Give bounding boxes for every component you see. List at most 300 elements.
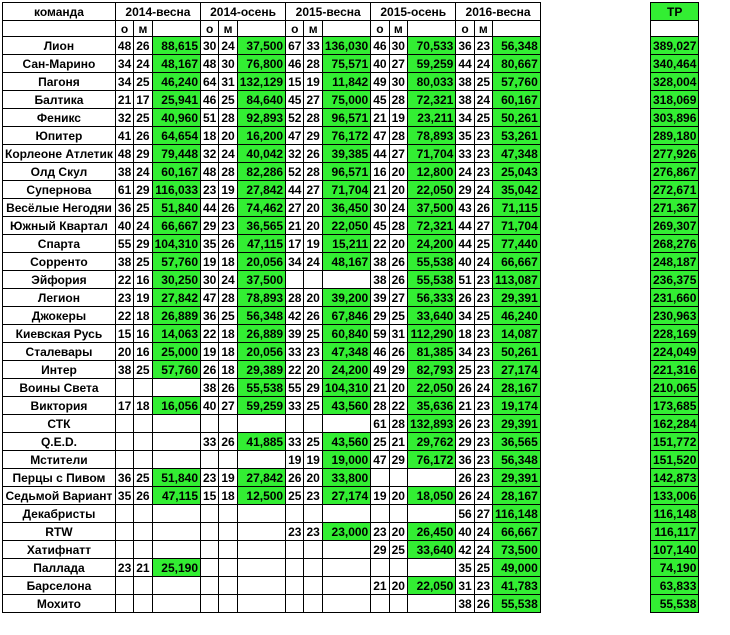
o-cell: 29 — [456, 181, 474, 199]
m-cell: 24 — [219, 37, 237, 55]
o-cell: 36 — [456, 451, 474, 469]
m-cell: 28 — [304, 163, 322, 181]
points-cell: 104,310 — [322, 379, 370, 397]
m-cell: 23 — [474, 433, 492, 451]
o-cell: 42 — [286, 307, 304, 325]
points-cell: 16,200 — [237, 127, 285, 145]
o-cell: 33 — [286, 397, 304, 415]
points-cell: 26,889 — [237, 325, 285, 343]
o-cell: 38 — [115, 361, 133, 379]
points-cell: 57,760 — [493, 73, 541, 91]
o-cell: 32 — [286, 145, 304, 163]
points-cell: 47,348 — [322, 343, 370, 361]
points-cell — [237, 541, 285, 559]
o-cell: 44 — [456, 217, 474, 235]
table-row — [3, 559, 541, 577]
m-cell: 26 — [474, 595, 492, 613]
m-cell: 25 — [474, 307, 492, 325]
m-cell — [134, 415, 152, 433]
o-cell: 23 — [371, 523, 389, 541]
o-cell: 55 — [286, 379, 304, 397]
table-row — [3, 181, 541, 199]
m-cell: 28 — [389, 127, 407, 145]
table-row — [3, 451, 541, 469]
table-row — [3, 415, 541, 433]
m-cell: 25 — [474, 235, 492, 253]
m-cell — [134, 523, 152, 541]
points-cell: 57,760 — [152, 361, 200, 379]
subheader-row — [3, 21, 541, 37]
m-cell: 25 — [219, 91, 237, 109]
tp-value: 224,049 — [651, 343, 699, 361]
blank-cell — [237, 21, 285, 37]
team-name: Перцы с Пивом — [3, 469, 116, 487]
team-name: RTW — [3, 523, 116, 541]
m-cell: 20 — [304, 217, 322, 235]
points-cell: 112,290 — [407, 325, 455, 343]
points-cell: 29,389 — [237, 361, 285, 379]
m-cell — [219, 415, 237, 433]
team-name: Мохито — [3, 595, 116, 613]
m-cell: 24 — [474, 541, 492, 559]
o-cell — [201, 559, 219, 577]
tp-value: 272,671 — [651, 181, 699, 199]
o-cell: 55 — [115, 235, 133, 253]
points-cell: 72,321 — [407, 217, 455, 235]
points-cell: 113,087 — [493, 271, 541, 289]
m-cell: 24 — [134, 163, 152, 181]
o-cell: 30 — [201, 37, 219, 55]
m-cell: 29 — [134, 145, 152, 163]
tp-row — [651, 397, 699, 415]
m-cell: 24 — [474, 55, 492, 73]
o-cell: 19 — [201, 253, 219, 271]
m-cell: 28 — [304, 55, 322, 73]
o-cell — [286, 595, 304, 613]
o-cell: 18 — [201, 127, 219, 145]
team-name: Лион — [3, 37, 116, 55]
o-cell: 36 — [201, 307, 219, 325]
points-cell — [322, 541, 370, 559]
points-cell: 55,538 — [407, 271, 455, 289]
o-cell — [115, 433, 133, 451]
m-cell: 25 — [134, 73, 152, 91]
o-cell: 49 — [371, 361, 389, 379]
m-cell: 23 — [219, 217, 237, 235]
m-cell: 24 — [134, 217, 152, 235]
m-cell: 27 — [474, 505, 492, 523]
m-cell: 26 — [219, 199, 237, 217]
m-cell: 27 — [474, 217, 492, 235]
team-name: Киевская Русь — [3, 325, 116, 343]
points-cell: 23,000 — [322, 523, 370, 541]
points-cell: 20,056 — [237, 343, 285, 361]
points-cell: 60,167 — [493, 91, 541, 109]
o-cell: 46 — [371, 343, 389, 361]
tp-value: 116,148 — [651, 505, 699, 523]
team-name: Мстители — [3, 451, 116, 469]
m-cell: 20 — [304, 361, 322, 379]
m-cell: 23 — [304, 523, 322, 541]
o-cell — [201, 541, 219, 559]
o-cell: 56 — [456, 505, 474, 523]
points-cell: 36,565 — [493, 433, 541, 451]
m-cell: 27 — [219, 397, 237, 415]
m-cell — [304, 415, 322, 433]
o-cell: 22 — [115, 271, 133, 289]
o-cell: 33 — [456, 145, 474, 163]
m-cell — [219, 523, 237, 541]
tp-row — [651, 91, 699, 109]
o-cell: 19 — [286, 451, 304, 469]
o-cell: 30 — [371, 199, 389, 217]
points-cell: 23,211 — [407, 109, 455, 127]
points-cell: 35,636 — [407, 397, 455, 415]
blank-cell — [493, 21, 541, 37]
o-cell: 20 — [115, 343, 133, 361]
o-cell: 26 — [201, 361, 219, 379]
o-cell: 34 — [286, 253, 304, 271]
tp-value: 107,140 — [651, 541, 699, 559]
m-cell: 26 — [134, 127, 152, 145]
o-cell: 34 — [456, 343, 474, 361]
m-cell: 23 — [474, 37, 492, 55]
o-cell: 40 — [456, 253, 474, 271]
m-header: м — [134, 21, 152, 37]
tp-row — [651, 181, 699, 199]
o-cell: 44 — [456, 55, 474, 73]
m-cell: 24 — [389, 199, 407, 217]
points-cell — [152, 541, 200, 559]
tp-value: 318,069 — [651, 91, 699, 109]
m-cell: 23 — [474, 451, 492, 469]
o-cell: 23 — [201, 469, 219, 487]
points-cell: 40,960 — [152, 109, 200, 127]
team-name: Виктория — [3, 397, 116, 415]
m-cell: 30 — [389, 37, 407, 55]
m-cell: 23 — [474, 325, 492, 343]
o-cell: 19 — [201, 343, 219, 361]
o-cell: 40 — [371, 55, 389, 73]
points-cell: 50,261 — [493, 109, 541, 127]
o-cell: 29 — [371, 541, 389, 559]
o-cell — [286, 271, 304, 289]
tp-row — [651, 325, 699, 343]
m-cell: 25 — [134, 469, 152, 487]
points-cell: 39,385 — [322, 145, 370, 163]
m-header: м — [389, 21, 407, 37]
m-cell: 26 — [304, 307, 322, 325]
o-cell — [371, 505, 389, 523]
table-row — [3, 199, 541, 217]
o-cell: 28 — [371, 397, 389, 415]
season-header: 2014-весна — [115, 3, 200, 21]
tp-row — [651, 505, 699, 523]
table-row — [3, 91, 541, 109]
points-cell — [237, 577, 285, 595]
points-cell: 71,704 — [322, 181, 370, 199]
o-cell: 48 — [201, 163, 219, 181]
o-cell: 39 — [286, 325, 304, 343]
tp-row — [651, 73, 699, 91]
m-cell — [219, 451, 237, 469]
o-cell — [201, 415, 219, 433]
o-cell: 26 — [286, 469, 304, 487]
o-cell: 51 — [201, 109, 219, 127]
points-cell: 71,704 — [493, 217, 541, 235]
points-cell: 96,571 — [322, 163, 370, 181]
o-cell: 38 — [115, 163, 133, 181]
points-cell: 56,333 — [407, 289, 455, 307]
o-cell: 28 — [286, 289, 304, 307]
tp-row — [651, 235, 699, 253]
o-cell: 23 — [115, 289, 133, 307]
points-cell — [152, 577, 200, 595]
m-cell — [389, 469, 407, 487]
points-cell: 25,000 — [152, 343, 200, 361]
m-cell: 30 — [219, 55, 237, 73]
points-cell: 29,391 — [493, 289, 541, 307]
m-cell: 28 — [389, 217, 407, 235]
tp-row — [651, 433, 699, 451]
points-cell — [237, 523, 285, 541]
season-header: 2016-весна — [456, 3, 540, 21]
points-cell: 56,348 — [493, 37, 541, 55]
m-cell: 25 — [474, 73, 492, 91]
tp-value: 133,006 — [651, 487, 699, 505]
m-cell: 20 — [389, 181, 407, 199]
points-cell — [407, 469, 455, 487]
tp-value: 328,004 — [651, 73, 699, 91]
points-cell: 84,640 — [237, 91, 285, 109]
points-cell: 60,840 — [322, 325, 370, 343]
tp-value: 210,065 — [651, 379, 699, 397]
m-cell: 30 — [389, 73, 407, 91]
points-cell — [237, 595, 285, 613]
m-cell: 16 — [134, 325, 152, 343]
o-cell: 15 — [115, 325, 133, 343]
points-cell: 28,167 — [493, 379, 541, 397]
m-header: м — [219, 21, 237, 37]
tp-value: 162,284 — [651, 415, 699, 433]
tp-row — [651, 469, 699, 487]
points-cell: 67,846 — [322, 307, 370, 325]
o-cell — [115, 451, 133, 469]
season-header: 2014-осень — [201, 3, 286, 21]
team-name: Седьмой Вариант — [3, 487, 116, 505]
points-cell: 26,889 — [152, 307, 200, 325]
o-cell — [115, 505, 133, 523]
points-cell — [322, 559, 370, 577]
team-name: Сорренто — [3, 253, 116, 271]
season-header: 2015-осень — [371, 3, 456, 21]
m-header: м — [474, 21, 492, 37]
m-cell: 26 — [134, 487, 152, 505]
points-cell: 48,167 — [322, 253, 370, 271]
points-cell — [152, 505, 200, 523]
points-cell: 27,174 — [322, 487, 370, 505]
points-cell — [237, 559, 285, 577]
m-cell: 26 — [389, 343, 407, 361]
o-cell: 21 — [371, 181, 389, 199]
m-cell: 25 — [389, 541, 407, 559]
points-cell: 72,321 — [407, 91, 455, 109]
o-cell: 26 — [456, 379, 474, 397]
o-cell: 40 — [201, 397, 219, 415]
m-cell: 19 — [304, 451, 322, 469]
tp-value: 289,180 — [651, 127, 699, 145]
tp-value: 269,307 — [651, 217, 699, 235]
tp-value: 303,896 — [651, 109, 699, 127]
points-cell: 51,840 — [152, 199, 200, 217]
points-cell: 56,348 — [237, 307, 285, 325]
points-cell — [237, 451, 285, 469]
o-cell: 30 — [201, 271, 219, 289]
o-cell: 22 — [115, 307, 133, 325]
points-cell: 59,259 — [407, 55, 455, 73]
tp-value: 268,276 — [651, 235, 699, 253]
points-cell: 24,200 — [322, 361, 370, 379]
m-cell: 27 — [389, 289, 407, 307]
points-cell: 26,450 — [407, 523, 455, 541]
o-cell: 45 — [371, 91, 389, 109]
tp-row — [651, 451, 699, 469]
points-cell: 27,174 — [493, 361, 541, 379]
points-cell — [322, 415, 370, 433]
team-name: Корлеоне Атлетик — [3, 145, 116, 163]
o-cell: 23 — [201, 181, 219, 199]
m-cell: 18 — [219, 325, 237, 343]
points-cell: 14,087 — [493, 325, 541, 343]
table-row — [3, 289, 541, 307]
points-cell: 22,050 — [407, 379, 455, 397]
m-cell: 20 — [389, 487, 407, 505]
table-row — [3, 595, 541, 613]
points-cell: 96,571 — [322, 109, 370, 127]
points-cell: 78,893 — [237, 289, 285, 307]
m-cell — [304, 595, 322, 613]
points-cell: 47,348 — [493, 145, 541, 163]
m-cell: 27 — [389, 145, 407, 163]
table-row — [3, 127, 541, 145]
team-name: Феникс — [3, 109, 116, 127]
table-row — [3, 217, 541, 235]
m-cell: 24 — [134, 55, 152, 73]
table-row — [3, 541, 541, 559]
points-cell: 75,000 — [322, 91, 370, 109]
m-cell: 23 — [304, 343, 322, 361]
o-cell: 49 — [371, 73, 389, 91]
o-cell — [286, 415, 304, 433]
o-cell: 21 — [286, 217, 304, 235]
o-cell — [115, 379, 133, 397]
o-cell: 40 — [115, 217, 133, 235]
points-cell: 33,640 — [407, 541, 455, 559]
points-cell: 70,533 — [407, 37, 455, 55]
points-cell: 56,348 — [493, 451, 541, 469]
o-cell: 38 — [371, 253, 389, 271]
team-name: Спарта — [3, 235, 116, 253]
m-cell: 19 — [389, 109, 407, 127]
o-cell: 32 — [201, 145, 219, 163]
points-cell: 57,760 — [152, 253, 200, 271]
o-cell: 22 — [201, 325, 219, 343]
points-cell: 73,500 — [493, 541, 541, 559]
m-cell: 29 — [134, 235, 152, 253]
table-row — [3, 343, 541, 361]
tp-row — [651, 577, 699, 595]
points-cell: 59,259 — [237, 397, 285, 415]
o-cell: 51 — [456, 271, 474, 289]
tp-value: 116,117 — [651, 523, 699, 541]
m-cell: 28 — [219, 289, 237, 307]
points-cell: 28,167 — [493, 487, 541, 505]
m-cell: 28 — [389, 91, 407, 109]
table-row — [3, 73, 541, 91]
o-cell: 36 — [115, 199, 133, 217]
m-cell: 23 — [474, 397, 492, 415]
points-cell: 18,050 — [407, 487, 455, 505]
points-cell: 50,261 — [493, 343, 541, 361]
m-cell: 18 — [134, 397, 152, 415]
o-cell: 61 — [371, 415, 389, 433]
o-cell: 47 — [201, 289, 219, 307]
o-header: о — [371, 21, 389, 37]
m-cell: 23 — [304, 487, 322, 505]
m-cell: 25 — [134, 253, 152, 271]
points-cell: 53,261 — [493, 127, 541, 145]
o-cell: 43 — [456, 199, 474, 217]
o-cell: 35 — [115, 487, 133, 505]
o-cell — [371, 469, 389, 487]
points-cell: 66,667 — [493, 523, 541, 541]
m-cell — [219, 577, 237, 595]
m-cell: 25 — [134, 361, 152, 379]
m-cell: 29 — [389, 361, 407, 379]
team-name: Паллада — [3, 559, 116, 577]
m-cell: 23 — [474, 415, 492, 433]
team-name: Сан-Марино — [3, 55, 116, 73]
o-cell: 35 — [456, 559, 474, 577]
m-cell — [134, 433, 152, 451]
table-row — [3, 145, 541, 163]
points-cell: 19,174 — [493, 397, 541, 415]
m-cell: 27 — [304, 181, 322, 199]
o-cell: 21 — [371, 109, 389, 127]
table-row — [3, 271, 541, 289]
points-cell: 33,800 — [322, 469, 370, 487]
tp-row — [651, 109, 699, 127]
o-cell: 38 — [456, 595, 474, 613]
team-name: Олд Скул — [3, 163, 116, 181]
tp-row — [651, 361, 699, 379]
o-cell: 38 — [201, 379, 219, 397]
table-row — [3, 325, 541, 343]
o-cell: 34 — [115, 73, 133, 91]
tp-value: 173,685 — [651, 397, 699, 415]
o-cell: 25 — [456, 361, 474, 379]
points-cell: 71,115 — [493, 199, 541, 217]
o-cell: 26 — [456, 487, 474, 505]
m-cell: 23 — [474, 163, 492, 181]
o-cell — [201, 595, 219, 613]
o-cell: 33 — [286, 433, 304, 451]
points-cell — [407, 505, 455, 523]
m-cell — [134, 577, 152, 595]
points-cell: 80,667 — [493, 55, 541, 73]
tp-header-row — [651, 3, 699, 21]
o-cell: 21 — [456, 397, 474, 415]
